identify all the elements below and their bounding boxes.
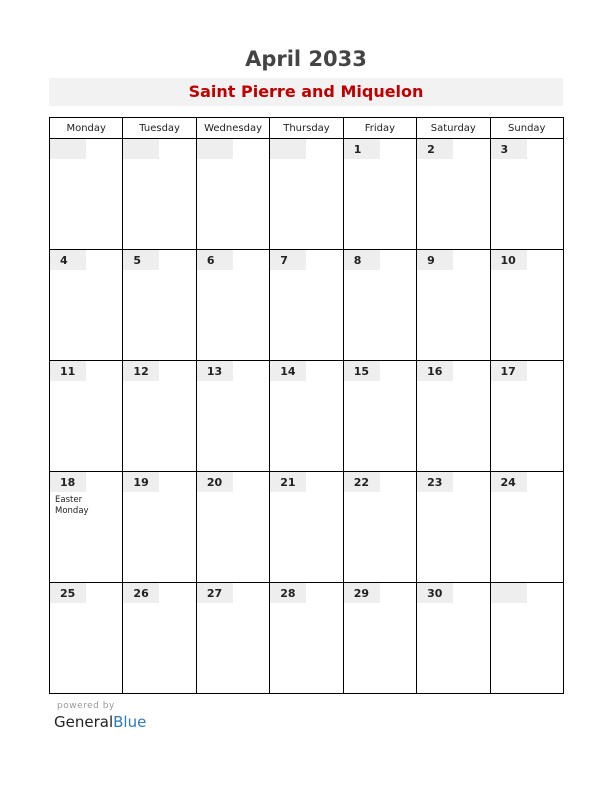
day-cell: [343, 139, 416, 250]
region-banner: [49, 78, 563, 106]
weekday-header: Saturday: [417, 118, 490, 139]
day-cell: [343, 583, 416, 694]
day-number: 4: [50, 250, 86, 270]
weekday-header-row: [50, 118, 564, 139]
day-cell: [123, 472, 196, 583]
day-number: 15: [344, 361, 380, 381]
day-cell: [196, 361, 269, 472]
powered-by-text: powered by: [57, 701, 115, 711]
week-row: [50, 361, 564, 472]
day-cell: [123, 361, 196, 472]
day-number: 13: [197, 361, 233, 381]
day-number: 1: [344, 139, 380, 159]
weekday-header: Wednesday: [196, 118, 269, 139]
day-cell: [50, 583, 123, 694]
brand-blue: Blue: [113, 713, 147, 731]
day-number: 18: [50, 472, 86, 492]
day-number: 20: [197, 472, 233, 492]
day-cell: [196, 583, 269, 694]
day-cell: [417, 583, 490, 694]
weekday-header: Tuesday: [123, 118, 196, 139]
weekday-header: Friday: [343, 118, 416, 139]
calendar-title: April 2033: [245, 47, 367, 71]
day-cell: [270, 139, 343, 250]
day-cell: [343, 361, 416, 472]
day-number: 19: [123, 472, 159, 492]
day-cell: [417, 250, 490, 361]
generalblue-logo[interactable]: [54, 713, 146, 731]
day-number: 12: [123, 361, 159, 381]
day-number: 17: [491, 361, 527, 381]
day-number: 9: [417, 250, 453, 270]
day-number: 2: [417, 139, 453, 159]
day-cell: [196, 250, 269, 361]
day-number: 23: [417, 472, 453, 492]
day-number: 14: [270, 361, 306, 381]
weekday-header: Monday: [50, 118, 123, 139]
day-number: 24: [491, 472, 527, 492]
day-number: 28: [270, 583, 306, 603]
day-number: [50, 139, 86, 159]
day-cell: [417, 139, 490, 250]
brand-general: General: [54, 713, 114, 731]
weekday-header: Sunday: [490, 118, 563, 139]
day-cell: [270, 250, 343, 361]
day-cell: [490, 583, 563, 694]
week-row: [50, 583, 564, 694]
day-number: [123, 139, 159, 159]
day-cell: [50, 139, 123, 250]
week-row: [50, 472, 564, 583]
day-number: 27: [197, 583, 233, 603]
day-cell: [490, 361, 563, 472]
day-number: 25: [50, 583, 86, 603]
week-row: [50, 250, 564, 361]
day-cell: [270, 472, 343, 583]
day-number: [491, 583, 527, 603]
day-cell: [490, 250, 563, 361]
day-number: 22: [344, 472, 380, 492]
day-number: 6: [197, 250, 233, 270]
day-number: 21: [270, 472, 306, 492]
day-number: 30: [417, 583, 453, 603]
holiday-label: Easter Monday: [55, 495, 89, 516]
calendar-grid: [49, 117, 564, 694]
day-cell: [417, 361, 490, 472]
day-number: 26: [123, 583, 159, 603]
day-cell: [50, 361, 123, 472]
day-cell: [196, 139, 269, 250]
day-cell: [50, 250, 123, 361]
day-cell: [123, 139, 196, 250]
day-cell: [270, 583, 343, 694]
day-cell: [50, 472, 123, 583]
day-number: 8: [344, 250, 380, 270]
day-cell: [417, 472, 490, 583]
weekday-header: Thursday: [270, 118, 343, 139]
day-cell: [123, 583, 196, 694]
day-cell: [196, 472, 269, 583]
day-cell: [270, 361, 343, 472]
day-number: 11: [50, 361, 86, 381]
day-number: 3: [491, 139, 527, 159]
day-cell: [490, 472, 563, 583]
day-cell: [490, 139, 563, 250]
day-number: [270, 139, 306, 159]
day-cell: [123, 250, 196, 361]
region-name: Saint Pierre and Miquelon: [188, 82, 424, 101]
day-number: 10: [491, 250, 527, 270]
day-number: 5: [123, 250, 159, 270]
day-number: 29: [344, 583, 380, 603]
day-number: 7: [270, 250, 306, 270]
day-number: [197, 139, 233, 159]
day-cell: [343, 472, 416, 583]
day-cell: [343, 250, 416, 361]
day-number: 16: [417, 361, 453, 381]
week-row: [50, 139, 564, 250]
